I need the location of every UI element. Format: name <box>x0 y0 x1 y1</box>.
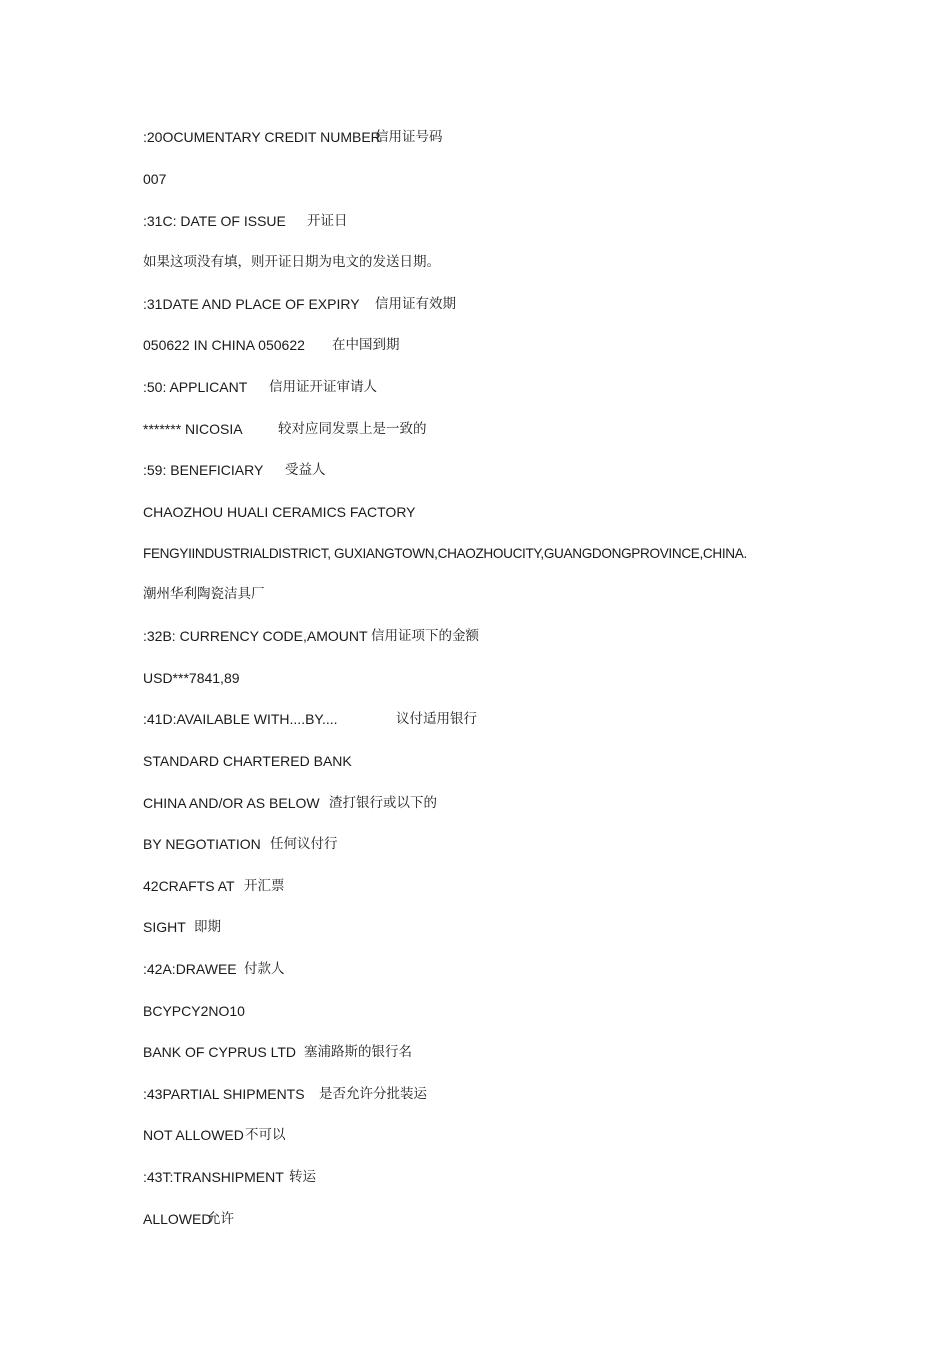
field-42a-cn: 付款人 <box>244 961 285 977</box>
field-20-cn: 信用证号码 <box>375 129 443 145</box>
field-50-cn: 信用证开证审请人 <box>269 379 377 395</box>
field-41d-label: :41D:AVAILABLE WITH....BY.... <box>143 711 338 727</box>
field-59-name: CHAOZHOU HUALI CERAMICS FACTORY <box>143 504 416 520</box>
field-20-value: 007 <box>143 171 167 187</box>
field-41d-method-cn: 任何议付行 <box>270 836 338 852</box>
field-42a-bank: BANK OF CYPRUS LTD <box>143 1044 296 1060</box>
field-42c-value-cn: 即期 <box>194 919 221 935</box>
field-32b-label: :32B: CURRENCY CODE,AMOUNT <box>143 628 368 644</box>
field-32b-value: USD***7841,89 <box>143 670 240 686</box>
field-32b-cn: 信用证项下的金额 <box>371 628 479 644</box>
field-43p-value: NOT ALLOWED <box>143 1127 244 1143</box>
field-41d-cn: 议付适用银行 <box>396 711 477 727</box>
field-42c-label: 42CRAFTS AT <box>143 878 235 894</box>
field-31c-cn: 开证日 <box>307 213 348 229</box>
field-59-cn-name: 潮州华利陶瓷洁具厂 <box>143 586 265 602</box>
field-42a-bank-cn: 塞浦路斯的银行名 <box>304 1044 412 1060</box>
field-59-cn: 受益人 <box>285 462 326 478</box>
field-20-label: :20OCUMENTARY CREDIT NUMBER <box>143 129 381 145</box>
field-31d-cn: 信用证有效期 <box>375 296 456 312</box>
field-43p-cn: 是否允许分批装运 <box>319 1086 427 1102</box>
field-31d-value: 050622 IN CHINA 050622 <box>143 337 305 353</box>
field-59-address: FENGYIINDUSTRIALDISTRICT, GUXIANGTOWN,CHAOZHOUCITY,GUANGDONGPROVINCE,CHINA. <box>143 546 747 561</box>
field-43p-label: :43PARTIAL SHIPMENTS <box>143 1086 305 1102</box>
field-50-label: :50: APPLICANT <box>143 379 248 395</box>
field-31c-note: 如果这项没有填，则开证日期为电文的发送日期。 <box>143 254 440 270</box>
field-43p-value-cn: 不可以 <box>245 1127 286 1143</box>
field-50-value-cn: 较对应同发票上是一致的 <box>278 421 427 437</box>
field-42a-label: :42A:DRAWEE <box>143 961 237 977</box>
field-31d-label: :31DATE AND PLACE OF EXPIRY <box>143 296 360 312</box>
field-41d-place: CHINA AND/OR AS BELOW <box>143 795 320 811</box>
field-43t-cn: 转运 <box>289 1169 316 1185</box>
field-31d-value-cn: 在中国到期 <box>332 337 400 353</box>
field-41d-place-cn: 渣打银行或以下的 <box>329 795 437 811</box>
field-41d-bank: STANDARD CHARTERED BANK <box>143 753 352 769</box>
field-59-label: :59: BENEFICIARY <box>143 462 264 478</box>
field-50-value: ******* NICOSIA <box>143 421 243 437</box>
field-43t-value: ALLOWED <box>143 1211 212 1227</box>
field-42c-cn: 开汇票 <box>244 878 285 894</box>
field-43t-label: :43T:TRANSHIPMENT <box>143 1169 284 1185</box>
field-42c-value: SIGHT <box>143 919 186 935</box>
field-42a-swift: BCYPCY2NO10 <box>143 1003 245 1019</box>
field-41d-method: BY NEGOTIATION <box>143 836 261 852</box>
field-31c-label: :31C: DATE OF ISSUE <box>143 213 286 229</box>
field-43t-value-cn: 允许 <box>207 1211 234 1227</box>
